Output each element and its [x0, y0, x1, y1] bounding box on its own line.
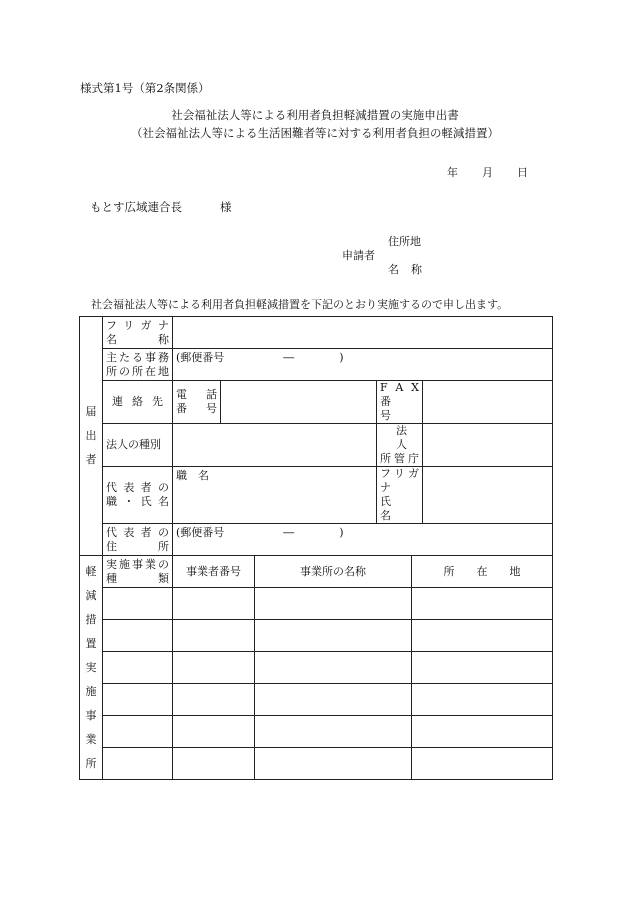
office-name-cell[interactable]	[255, 716, 412, 748]
biz-number-cell[interactable]	[173, 588, 255, 620]
corp-type-label: 法人の種別	[103, 424, 173, 467]
rep-postal-suffix: )	[339, 526, 344, 539]
representative-label: 代表者の 職・氏名	[103, 467, 173, 524]
office-name-header: 事業所の名称	[255, 556, 412, 588]
biz-type-cell[interactable]	[103, 684, 173, 716]
form-number: 様式第1号（第2条関係）	[80, 81, 210, 95]
office-location-field[interactable]	[173, 349, 553, 381]
document-title: 社会福祉法人等による利用者負担軽減措置の実施申出書	[171, 108, 459, 122]
rep-postal-prefix: (郵便番号	[176, 526, 225, 539]
postal-prefix: (郵便番号	[176, 351, 225, 364]
furigana-name-label: フリガナ 名 称	[103, 317, 173, 349]
corp-office-label: 法 人 所管庁	[377, 424, 423, 467]
location-header: 所 在 地	[412, 556, 553, 588]
section-applicant-label: 届出者	[80, 317, 103, 556]
biz-number-cell[interactable]	[173, 684, 255, 716]
job-title-label: 職 名	[176, 469, 209, 482]
biz-number-cell[interactable]	[173, 748, 255, 780]
contact-label: 連絡先	[103, 381, 173, 424]
applicant-name-label: 名称	[388, 263, 434, 276]
office-name-cell[interactable]	[255, 684, 412, 716]
table-row	[80, 748, 553, 780]
biz-type-cell[interactable]	[103, 748, 173, 780]
location-cell[interactable]	[412, 716, 553, 748]
biz-type-cell[interactable]	[103, 652, 173, 684]
corp-office-field[interactable]	[423, 424, 553, 467]
phone-label: 電 話 番 号	[173, 381, 221, 424]
office-name-cell[interactable]	[255, 748, 412, 780]
rep-postal-dash: ―	[283, 526, 295, 539]
location-cell[interactable]	[412, 652, 553, 684]
office-location-label: 主たる事務 所の所在地	[103, 349, 173, 381]
office-name-cell[interactable]	[255, 620, 412, 652]
biz-number-cell[interactable]	[173, 620, 255, 652]
representative-field[interactable]	[173, 467, 377, 524]
biz-number-cell[interactable]	[173, 652, 255, 684]
rep-address-label: 代表者の 住 所	[103, 524, 173, 556]
furigana-name-field[interactable]	[173, 317, 553, 349]
addressee: もとす広域連合長	[90, 200, 182, 214]
applicant-address-label: 住所地	[388, 235, 421, 248]
date-year-label: 年	[447, 166, 458, 179]
biz-type-cell[interactable]	[103, 620, 173, 652]
biz-number-cell[interactable]	[173, 716, 255, 748]
rep-address-field[interactable]	[173, 524, 553, 556]
biz-type-header: 実施事業の 種 類	[103, 556, 173, 588]
rep-furigana-field[interactable]	[423, 467, 553, 524]
biz-number-header: 事業者番号	[173, 556, 255, 588]
document-subtitle: （社会福祉法人等による生活困難者等に対する利用者負担の軽減措置）	[131, 126, 499, 140]
addressee-honorific: 様	[220, 200, 232, 214]
applicant-label: 申請者	[342, 249, 375, 262]
location-cell[interactable]	[412, 748, 553, 780]
table-row	[80, 652, 553, 684]
corp-type-field[interactable]	[173, 424, 377, 467]
location-cell[interactable]	[412, 588, 553, 620]
intro-text: 社会福祉法人等による利用者負担軽減措置を下記のとおり実施するので申し出ます。	[91, 298, 509, 311]
postal-dash: ―	[283, 351, 295, 364]
application-form-table	[79, 316, 553, 780]
biz-type-cell[interactable]	[103, 588, 173, 620]
date-month-label: 月	[482, 166, 493, 179]
office-name-cell[interactable]	[255, 652, 412, 684]
location-cell[interactable]	[412, 684, 553, 716]
office-name-cell[interactable]	[255, 588, 412, 620]
phone-field[interactable]	[221, 381, 377, 424]
table-row	[80, 716, 553, 748]
table-row	[80, 684, 553, 716]
location-cell[interactable]	[412, 620, 553, 652]
postal-suffix: )	[339, 351, 344, 364]
fax-label: F A X 番 号	[377, 381, 423, 424]
fax-field[interactable]	[423, 381, 553, 424]
rep-furigana-label: フリガナ 氏 名	[377, 467, 423, 524]
date-day-label: 日	[517, 166, 528, 179]
table-row	[80, 588, 553, 620]
biz-type-cell[interactable]	[103, 716, 173, 748]
table-row	[80, 620, 553, 652]
section-facility-label: 軽減措置実施事業所	[80, 556, 103, 780]
